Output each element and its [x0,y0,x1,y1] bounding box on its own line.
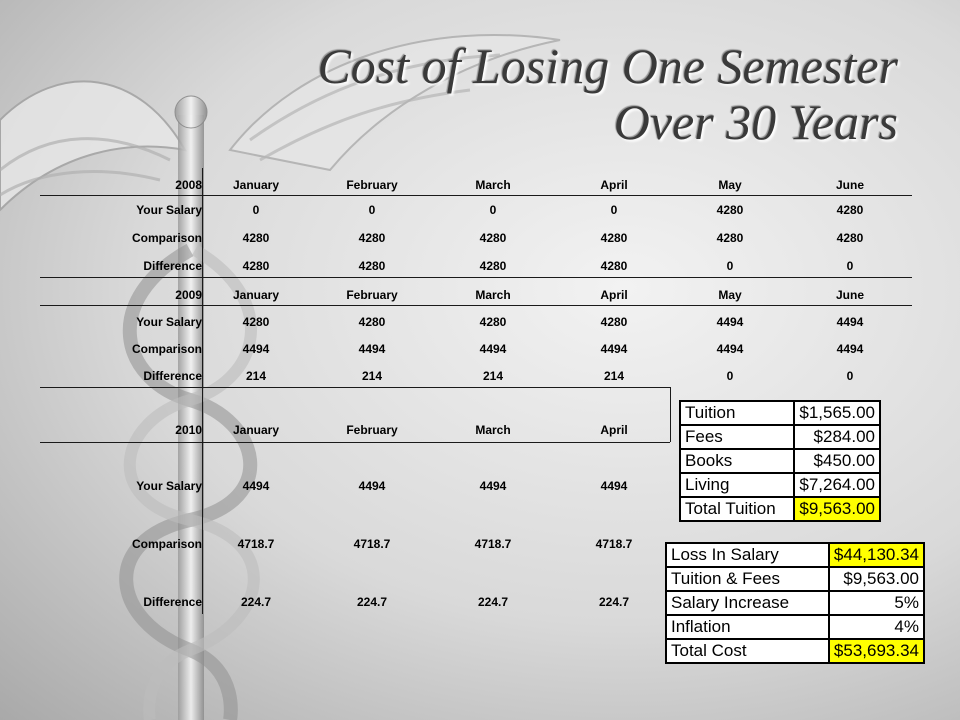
total-cost-label: Total Cost [666,639,829,663]
table-cell: 214 [245,369,267,383]
table-cell: 4280 [358,315,386,329]
tuition-value: $1,565.00 [794,401,880,425]
table-row [680,473,880,497]
row-label: Your Salary [136,315,202,329]
table-cell: 0 [726,259,734,273]
header-cell: June [835,288,864,302]
salary-increase-label: Salary Increase [666,591,829,615]
table-cell: 0 [368,203,376,217]
table-row [666,543,924,567]
salary-increase-value: 5% [829,591,924,615]
title-line-2: Over 30 Years [613,94,898,150]
table-cell: 4718.7 [353,537,391,551]
table-cell: 4280 [479,259,507,273]
header-cell: February [346,178,398,192]
table-row [666,615,924,639]
living-label: Living [680,473,794,497]
table-cell: 214 [361,369,383,383]
table-row [40,195,912,225]
row-label: Comparison [131,342,202,356]
table-cell: 224.7 [477,595,509,609]
table-cell: 224.7 [240,595,272,609]
header-cell: February [346,423,398,437]
table-cell: 4718.7 [237,537,275,551]
table-cell: 0 [610,203,618,217]
living-value: $7,264.00 [794,473,880,497]
table-cell: 4494 [242,479,270,493]
title-line-1: Cost of Losing One Semester [317,38,898,94]
table-cell: 4280 [358,231,386,245]
table-row [680,497,880,521]
table-row [40,251,912,281]
year-cell: 2009 [175,288,202,302]
table-cell: 4494 [242,342,270,356]
table-row [40,307,912,337]
table-cell: 4280 [358,259,386,273]
table-cell: 224.7 [598,595,630,609]
row-label: Your Salary [136,479,202,493]
table-cell: 4280 [242,259,270,273]
total-cost-value: $53,693.34 [829,639,924,663]
total-tuition-value: $9,563.00 [794,497,880,521]
table-row [666,591,924,615]
fees-label: Fees [680,425,794,449]
tuition-fees-value: $9,563.00 [829,567,924,591]
table-row [680,425,880,449]
table-cell: 4280 [600,259,628,273]
year-cell: 2008 [175,178,202,192]
row-label: Comparison [131,231,202,245]
table-cell: 4494 [479,479,507,493]
table-cell: 4494 [716,315,744,329]
table-cell: 4494 [836,342,864,356]
header-cell: March [475,423,511,437]
table-cell: 4494 [716,342,744,356]
table-row [666,567,924,591]
header-cell: January [232,178,280,192]
header-cell: April [600,423,628,437]
table-cell: 4494 [600,479,628,493]
table-cell: 4280 [716,203,744,217]
table-cell: 4718.7 [595,537,633,551]
table-row [40,223,912,253]
header-cell: April [600,178,628,192]
page-title [198,38,898,150]
row-label: Difference [143,369,202,383]
header-cell: April [600,288,628,302]
loss-in-salary-value: $44,130.34 [829,543,924,567]
table-cell: 4280 [242,315,270,329]
header-cell: March [475,288,511,302]
table-cell: 0 [846,259,854,273]
fees-value: $284.00 [794,425,880,449]
books-label: Books [680,449,794,473]
table-row [40,334,912,364]
table-cell: 0 [489,203,497,217]
header-cell: January [232,423,280,437]
table-cell: 4280 [242,231,270,245]
table-cell: 214 [603,369,625,383]
table-row [40,361,912,391]
row-label: Difference [143,259,202,273]
total-cost-box [665,542,925,664]
header-cell: January [232,288,280,302]
table-cell: 4280 [836,231,864,245]
table-cell: 0 [252,203,260,217]
loss-in-salary-label: Loss In Salary [666,543,829,567]
table-row [666,639,924,663]
table-cell: 4494 [479,342,507,356]
table-cell: 4280 [836,203,864,217]
tuition-label: Tuition [680,401,794,425]
table-row [680,401,880,425]
table-cell: 4494 [358,342,386,356]
table-header-row-2009 [40,280,912,310]
table-cell: 4280 [600,315,628,329]
tuition-summary-box [679,400,881,522]
table-cell: 224.7 [356,595,388,609]
table-cell: 4718.7 [474,537,512,551]
table-cell: 4280 [716,231,744,245]
table-cell: 214 [482,369,504,383]
year-cell: 2010 [175,423,202,437]
inflation-value: 4% [829,615,924,639]
header-cell: February [346,288,398,302]
table-cell: 4494 [836,315,864,329]
table-row [680,449,880,473]
table-cell: 4494 [600,342,628,356]
table-cell: 4280 [600,231,628,245]
books-value: $450.00 [794,449,880,473]
tuition-fees-label: Tuition & Fees [666,567,829,591]
header-cell: June [835,178,864,192]
table-cell: 4494 [358,479,386,493]
total-tuition-label: Total Tuition [680,497,794,521]
row-label: Comparison [131,537,202,551]
row-label: Your Salary [136,203,202,217]
table-cell: 4280 [479,231,507,245]
table-cell: 0 [846,369,854,383]
header-cell: March [475,178,511,192]
header-cell: May [718,288,742,302]
table-cell: 0 [726,369,734,383]
header-cell: May [718,178,742,192]
table-cell: 4280 [479,315,507,329]
inflation-label: Inflation [666,615,829,639]
row-label: Difference [143,595,202,609]
